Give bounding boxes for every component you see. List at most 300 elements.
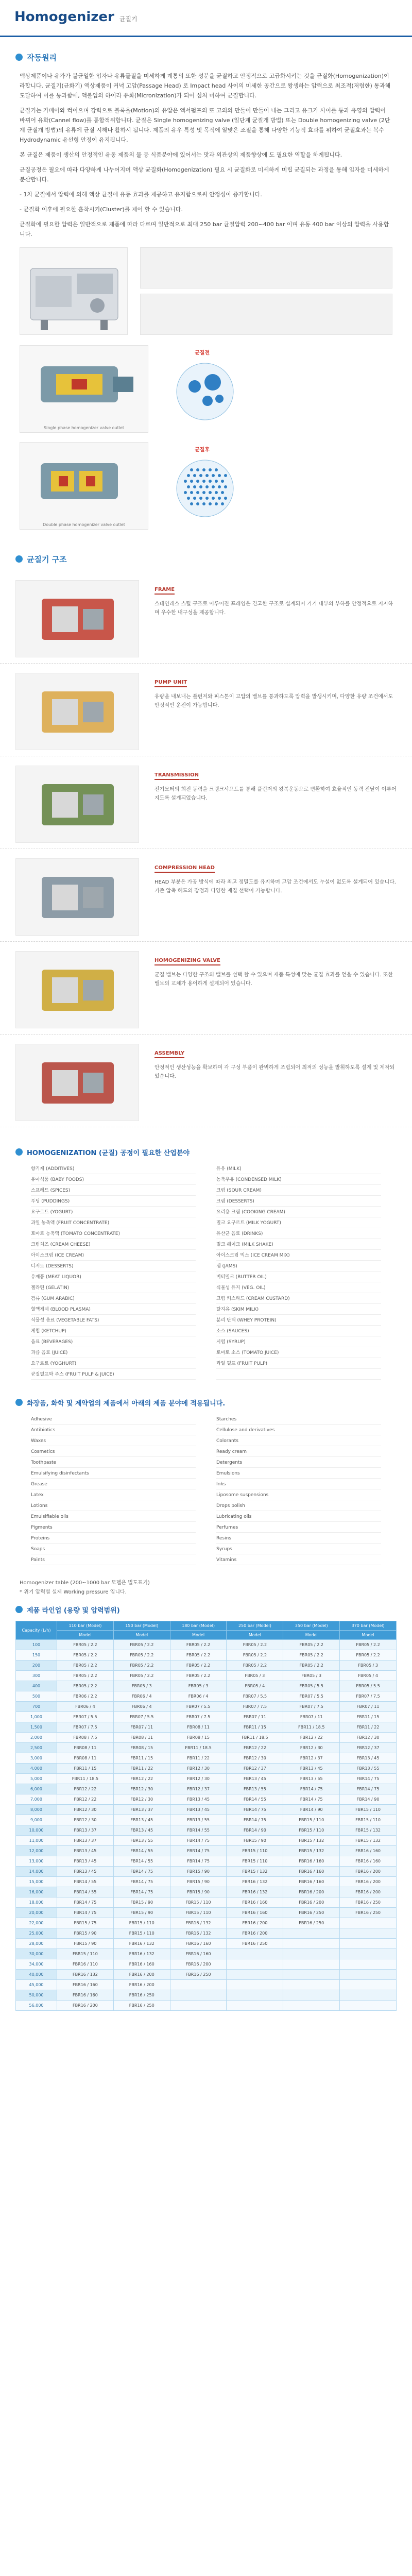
- capacity-cell: 18,000: [16, 1897, 57, 1908]
- model-cell: FBR15 / 110: [227, 1846, 283, 1856]
- model-cell: FBR16 / 160: [113, 1959, 170, 1970]
- model-cell: FBR15 / 132: [340, 1825, 397, 1836]
- table-row: [16, 1897, 397, 1908]
- model-cell: FBR15 / 132: [283, 1846, 340, 1856]
- model-cell: FBR15 / 132: [227, 1867, 283, 1877]
- pressure-header: 350 bar (Model): [283, 1621, 340, 1631]
- capacity-cell: 11,000: [16, 1836, 57, 1846]
- application-item: Colorants: [216, 1436, 381, 1446]
- model-cell: FBR14 / 55: [57, 1877, 114, 1887]
- part-text: 유량을 내보내는 플런저와 피스톤이 고압의 밸브를 통과하도록 압력을 발생시키며, 다양한 유량 조건에서도 안정적인 운전이 가능합니다.: [154, 694, 393, 708]
- model-cell: FBR12 / 22: [57, 1784, 114, 1794]
- model-cell: FBR15 / 110: [283, 1825, 340, 1836]
- model-cell: FBR14 / 75: [340, 1774, 397, 1784]
- application-item: Paints: [31, 1555, 196, 1565]
- model-cell: FBR08 / 11: [113, 1733, 170, 1743]
- application-item: 식물성 유지 (VEG. OIL): [216, 1283, 381, 1293]
- model-cell: FBR07 / 11: [340, 1702, 397, 1712]
- note-line: Homogenizer table (200~1000 bar 모델은 별도표기): [20, 1580, 150, 1586]
- principle-paragraph: 균질공정은 필요에 따라 다양하게 나누어지며 액상 균질화(Homogenization) 필요 시 균질화로 미세하게 미립 균질되는 과정을 통해 입자를 미세하게 분산합니다.: [20, 166, 389, 183]
- model-cell: [170, 1980, 227, 1990]
- applications-food-list: [0, 1164, 412, 1380]
- model-cell: FBR07 / 7.5: [340, 1691, 397, 1702]
- principle-paragraph: 액상제품이나 유가가 불균일한 입자나 유류물질을 미세하게 계통의 또한 성분을 균질하고 안정적으로 고급화시키는 것을 균질화(Homogenization)이라합니다. 균질기(균화기) 액상제품이 커녁 고압(Passage Head) 로 Impact head 사이의 미세한 공간으로 왕생하는 압력으로 최조적(저렴한) 통과해 도달하여 이를 통과함에, 액불입의 하이라 유화(Micronization)가 되어 섬처 미하여 균질합니다.: [20, 73, 391, 99]
- model-cell: FBR15 / 110: [113, 1928, 170, 1939]
- model-cell: FBR12 / 37: [170, 1784, 227, 1794]
- model-cell: FBR05 / 3: [283, 1671, 340, 1681]
- structure-part: [0, 853, 412, 942]
- model-cell: [283, 1928, 340, 1939]
- table-row: [16, 1836, 397, 1846]
- part-image: [15, 951, 139, 1028]
- model-cell: [340, 1959, 397, 1970]
- part-text: 스테인레스 스틸 구조로 이루어진 프레임은 견고한 구조로 설계되어 기기 내부의 부하를 안정적으로 지지하며 우수한 내구성을 제공합니다.: [154, 601, 393, 616]
- model-cell: FBR05 / 2.2: [170, 1671, 227, 1681]
- model-cell: FBR14 / 90: [340, 1794, 397, 1805]
- capacity-cell: 40,000: [16, 1970, 57, 1980]
- table-row: [16, 1640, 397, 1650]
- model-cell: [227, 1980, 283, 1990]
- model-cell: FBR13 / 45: [113, 1825, 170, 1836]
- part-image: [15, 1044, 139, 1121]
- model-cell: FBR07 / 11: [113, 1722, 170, 1733]
- model-cell: [227, 2001, 283, 2011]
- pressure-header: 370 bar (Model): [340, 1621, 397, 1631]
- capacity-table: [15, 1621, 397, 2011]
- model-cell: FBR12 / 37: [227, 1764, 283, 1774]
- model-cell: FBR16 / 160: [227, 1908, 283, 1918]
- table-row: [16, 1908, 397, 1918]
- model-cell: FBR07 / 5.5: [170, 1702, 227, 1712]
- table-row: [16, 1671, 397, 1681]
- application-item: Adhesive: [31, 1415, 196, 1425]
- model-cell: FBR05 / 2.2: [170, 1650, 227, 1660]
- model-cell: [340, 1928, 397, 1939]
- model-cell: FBR15 / 110: [57, 1949, 114, 1959]
- model-subheader: Model: [340, 1631, 397, 1640]
- model-cell: FBR14 / 75: [113, 1867, 170, 1877]
- model-cell: FBR15 / 110: [113, 1918, 170, 1928]
- table-row: [16, 1949, 397, 1959]
- application-item: Toothpaste: [31, 1458, 196, 1468]
- principle-paragraph: 본 균질은 제품이 생산의 안정적인 유동 제품의 물 등 식품분야에 있어서는 맛과 외관상의 제품향상에 도 필요한 역할을 하게됩니다.: [20, 151, 342, 158]
- model-cell: FBR16 / 160: [170, 1949, 227, 1959]
- table-row: [16, 2001, 397, 2011]
- note-line: * 위기 압력별 실제 Working pressure 입니다.: [20, 1589, 127, 1595]
- model-cell: FBR16 / 200: [57, 2001, 114, 2011]
- model-cell: FBR16 / 132: [227, 1887, 283, 1897]
- page-header: [0, 0, 412, 37]
- model-cell: FBR16 / 250: [170, 1970, 227, 1980]
- capacity-cell: 7,000: [16, 1794, 57, 1805]
- table-row: [16, 1990, 397, 2001]
- application-item: Latex: [31, 1490, 196, 1500]
- model-cell: [340, 1918, 397, 1928]
- application-item: Starches: [216, 1415, 381, 1425]
- model-cell: FBR16 / 250: [283, 1918, 340, 1928]
- pressure-header: 250 bar (Model): [227, 1621, 283, 1631]
- table-row: [16, 1846, 397, 1856]
- model-cell: FBR05 / 2.2: [57, 1650, 114, 1660]
- model-cell: FBR05 / 2.2: [113, 1671, 170, 1681]
- model-cell: FBR11 / 15: [113, 1753, 170, 1764]
- model-cell: FBR05 / 2.2: [113, 1640, 170, 1650]
- model-cell: FBR12 / 30: [113, 1794, 170, 1805]
- model-cell: FBR16 / 132: [170, 1928, 227, 1939]
- model-cell: FBR16 / 160: [227, 1897, 283, 1908]
- pressure-header: 110 bar (Model): [57, 1621, 114, 1631]
- capacity-cell: 100: [16, 1640, 57, 1650]
- table-row: [16, 1774, 397, 1784]
- model-cell: FBR05 / 3: [170, 1681, 227, 1691]
- table-row: [16, 1660, 397, 1671]
- structure-part: [0, 760, 412, 849]
- application-item: 유산균 음료 (DRINKS): [216, 1229, 381, 1239]
- table-row: [16, 1691, 397, 1702]
- model-subheader: Model: [113, 1631, 170, 1640]
- pressure-header: 150 bar (Model): [113, 1621, 170, 1631]
- application-item: Perfumes: [216, 1523, 381, 1533]
- model-cell: FBR14 / 55: [113, 1846, 170, 1856]
- application-item: 농축우유 (CONDENSED MILK): [216, 1175, 381, 1185]
- model-cell: FBR11 / 18.5: [227, 1733, 283, 1743]
- model-cell: FBR15 / 90: [57, 1928, 114, 1939]
- application-item: Cellulose and derivatives: [216, 1426, 381, 1435]
- model-cell: FBR13 / 45: [170, 1794, 227, 1805]
- model-cell: FBR15 / 132: [340, 1836, 397, 1846]
- application-item: 크림 (DESSERTS): [216, 1197, 381, 1207]
- application-item: 과즙 음료 (JUICE): [31, 1348, 196, 1358]
- application-item: 토마토 소스 (TOMATO JUICE): [216, 1348, 381, 1358]
- model-cell: FBR11 / 18.5: [170, 1743, 227, 1753]
- model-cell: FBR15 / 90: [170, 1877, 227, 1887]
- application-item: Ready cream: [216, 1447, 381, 1457]
- model-cell: FBR07 / 7.5: [170, 1712, 227, 1722]
- model-cell: [283, 1970, 340, 1980]
- model-cell: FBR05 / 2.2: [340, 1650, 397, 1660]
- table-row: [16, 1805, 397, 1815]
- part-image: [15, 858, 139, 936]
- model-cell: FBR13 / 37: [57, 1825, 114, 1836]
- capacity-cell: 30,000: [16, 1949, 57, 1959]
- single-valve-figure: Single phase homogenizer valve outlet: [20, 345, 148, 433]
- model-cell: [283, 1959, 340, 1970]
- application-item: 탈지유 (SKIM MILK): [216, 1305, 381, 1315]
- model-cell: [340, 1990, 397, 2001]
- model-cell: FBR07 / 5.5: [113, 1712, 170, 1722]
- model-cell: FBR13 / 55: [227, 1784, 283, 1794]
- model-cell: [340, 1949, 397, 1959]
- model-cell: FBR14 / 55: [113, 1856, 170, 1867]
- bullet-icon: [15, 1399, 23, 1406]
- table-row: [16, 1794, 397, 1805]
- model-cell: [340, 1939, 397, 1949]
- capacity-cell: 45,000: [16, 1980, 57, 1990]
- capacity-cell: 5,000: [16, 1774, 57, 1784]
- model-cell: FBR07 / 5.5: [57, 1712, 114, 1722]
- table-row: [16, 1877, 397, 1887]
- principle-text: [0, 71, 412, 239]
- bullet-icon: [15, 1606, 23, 1613]
- model-cell: FBR16 / 132: [113, 1949, 170, 1959]
- bullet-icon: [15, 54, 23, 61]
- model-cell: FBR15 / 90: [170, 1867, 227, 1877]
- table-row: [16, 1650, 397, 1660]
- application-item: Emulsions: [216, 1469, 381, 1479]
- model-cell: FBR08 / 15: [113, 1743, 170, 1753]
- model-cell: FBR05 / 2.2: [57, 1681, 114, 1691]
- model-cell: FBR05 / 4: [227, 1681, 283, 1691]
- model-cell: FBR13 / 45: [57, 1856, 114, 1867]
- capacity-cell: 28,000: [16, 1939, 57, 1949]
- capacity-cell: 14,000: [16, 1867, 57, 1877]
- table-row: [16, 1959, 397, 1970]
- model-cell: FBR13 / 45: [227, 1774, 283, 1784]
- application-item: 유아식품 (BABY FOODS): [31, 1175, 196, 1185]
- model-cell: FBR05 / 2.2: [170, 1640, 227, 1650]
- capacity-cell: 25,000: [16, 1928, 57, 1939]
- model-cell: FBR05 / 2.2: [113, 1650, 170, 1660]
- model-cell: FBR07 / 7.5: [227, 1702, 283, 1712]
- part-description: [139, 946, 397, 1034]
- model-cell: FBR16 / 250: [113, 1990, 170, 2001]
- model-cell: [227, 1990, 283, 2001]
- capacity-header: Capacity (L/h): [16, 1621, 57, 1640]
- model-cell: FBR12 / 22: [283, 1733, 340, 1743]
- model-cell: FBR12 / 30: [170, 1774, 227, 1784]
- application-item: 크림 (SOUR CREAM): [216, 1186, 381, 1196]
- model-cell: [227, 1959, 283, 1970]
- part-description: [139, 575, 397, 663]
- model-cell: FBR11 / 15: [227, 1722, 283, 1733]
- application-item: Soaps: [31, 1545, 196, 1554]
- part-text: 안정적인 생산성능을 확보하며 각 구성 부품이 완벽하게 조립되어 최적의 성능을 발휘하도록 설계 및 제작되었습니다.: [154, 1065, 395, 1079]
- model-cell: FBR07 / 11: [283, 1712, 340, 1722]
- model-cell: FBR05 / 3: [113, 1681, 170, 1691]
- model-cell: FBR12 / 30: [227, 1753, 283, 1764]
- model-cell: FBR14 / 90: [283, 1805, 340, 1815]
- capacity-cell: 400: [16, 1681, 57, 1691]
- model-cell: FBR13 / 45: [283, 1764, 340, 1774]
- model-cell: FBR16 / 160: [340, 1846, 397, 1856]
- bullet-icon: [15, 555, 23, 563]
- table-row: [16, 1928, 397, 1939]
- model-cell: FBR05 / 3: [340, 1660, 397, 1671]
- application-item: Emulsifying disinfectants: [31, 1469, 196, 1479]
- part-title: FRAME: [154, 587, 175, 595]
- part-image: [15, 580, 139, 657]
- model-subheader: Model: [57, 1631, 114, 1640]
- model-cell: FBR16 / 250: [340, 1897, 397, 1908]
- model-cell: FBR11 / 18.5: [57, 1774, 114, 1784]
- model-cell: [340, 1970, 397, 1980]
- model-cell: FBR05 / 2.2: [340, 1640, 397, 1650]
- application-item: Inks: [216, 1480, 381, 1489]
- model-cell: FBR05 / 2.2: [283, 1660, 340, 1671]
- model-cell: FBR16 / 132: [227, 1877, 283, 1887]
- model-cell: FBR14 / 75: [227, 1805, 283, 1815]
- application-item: Detergents: [216, 1458, 381, 1468]
- application-item: 검류 (GUM ARABIC): [31, 1294, 196, 1304]
- model-cell: FBR15 / 132: [283, 1836, 340, 1846]
- model-cell: FBR13 / 55: [283, 1774, 340, 1784]
- capacity-cell: 12,000: [16, 1846, 57, 1856]
- application-item: 요리용 크림 (COOKING CREAM): [216, 1208, 381, 1217]
- model-cell: FBR08 / 11: [57, 1743, 114, 1753]
- table-row: [16, 1970, 397, 1980]
- application-item: Lotions: [31, 1501, 196, 1511]
- structure-heading: 균질기 구조: [0, 550, 412, 568]
- application-item: Emulsifiable oils: [31, 1512, 196, 1522]
- model-cell: [283, 1939, 340, 1949]
- structure-part: [0, 1039, 412, 1127]
- model-cell: FBR15 / 110: [340, 1805, 397, 1815]
- part-title: PUMP UNIT: [154, 680, 187, 687]
- model-cell: FBR16 / 200: [340, 1887, 397, 1897]
- part-image: [15, 766, 139, 843]
- part-text: 균질 밸브는 다양한 구조의 밸브를 선택 할 수 있으며 제품 특성에 맞는 균질 효과를 얻을 수 있습니다. 또한 밸브의 교체가 용이하게 설계되어 있습니다.: [154, 972, 393, 987]
- model-cell: [340, 1980, 397, 1990]
- application-item: 과일 펄프 (FRUIT PULP): [216, 1359, 381, 1369]
- model-cell: FBR07 / 5.5: [283, 1691, 340, 1702]
- part-text: 전기모터의 회전 동력을 크랭크샤프트를 통해 플런저의 왕복운동으로 변환하여 효율적인 동력 전달이 이루어지도록 설계되었습니다.: [154, 787, 397, 801]
- model-cell: FBR16 / 160: [340, 1856, 397, 1867]
- model-cell: FBR14 / 75: [57, 1897, 114, 1908]
- application-item: 요구르트 (YOGHURT): [31, 1359, 196, 1369]
- model-cell: FBR12 / 37: [340, 1743, 397, 1753]
- model-cell: FBR08 / 15: [170, 1733, 227, 1743]
- model-cell: [227, 1970, 283, 1980]
- model-cell: FBR13 / 45: [113, 1815, 170, 1825]
- application-item: 소스 (SAUCES): [216, 1327, 381, 1336]
- capacity-cell: 500: [16, 1691, 57, 1702]
- application-item: 토마토 농축액 (TOMATO CONCENTRATE): [31, 1229, 196, 1239]
- application-item: Antibiotics: [31, 1426, 196, 1435]
- model-cell: FBR16 / 160: [170, 1939, 227, 1949]
- model-cell: FBR16 / 250: [340, 1908, 397, 1918]
- table-row: [16, 1825, 397, 1836]
- model-cell: FBR05 / 2.2: [227, 1650, 283, 1660]
- model-cell: FBR14 / 75: [170, 1836, 227, 1846]
- table-row: [16, 1743, 397, 1753]
- model-cell: FBR14 / 55: [170, 1825, 227, 1836]
- table-row: [16, 1681, 397, 1691]
- model-cell: FBR11 / 22: [340, 1722, 397, 1733]
- principle-heading: 작동원리: [0, 48, 412, 66]
- model-cell: FBR11 / 22: [170, 1753, 227, 1764]
- part-title: COMPRESSION HEAD: [154, 865, 215, 873]
- application-item: 디저트 (DESSERTS): [31, 1262, 196, 1272]
- application-item: 음료 (BEVERAGES): [31, 1337, 196, 1347]
- model-cell: FBR08 / 11: [170, 1722, 227, 1733]
- model-subheader: Model: [170, 1631, 227, 1640]
- application-item: Vitamins: [216, 1555, 381, 1565]
- model-cell: FBR05 / 2.2: [57, 1640, 114, 1650]
- application-item: 크림치즈 (CREAM CHEESE): [31, 1240, 196, 1250]
- model-cell: FBR07 / 11: [227, 1712, 283, 1722]
- model-cell: FBR15 / 90: [170, 1887, 227, 1897]
- model-cell: FBR15 / 110: [170, 1908, 227, 1918]
- page-title: Homogenizer: [14, 9, 114, 25]
- application-item: Lubricating oils: [216, 1512, 381, 1522]
- principle-paragraph: 균질화에 필요한 압력은 일반적으로 제품에 따라 다르며 일반적으로 최대 250 bar 균질압력 200~400 bar 이며 유동 400 bar 이상의 압력을 사용합니다.: [20, 221, 389, 238]
- application-item: 스프레드 (SPICES): [31, 1186, 196, 1196]
- model-cell: FBR15 / 110: [170, 1897, 227, 1908]
- model-cell: FBR14 / 90: [227, 1825, 283, 1836]
- principle-paragraph: 균질기는 가베어와 컥이으며 강력으로 블록을(Motion)의 유압은 액서펌프의 또 고의의 만들어 만들어 내는 그리고 유크가 사이를 통과 유영의 압력이 바뀌어 유화(Cannel flow)를 통합적위합니다. 균질은 Single homogenizing valve (일단계 균질개 방법) 또는 Double homogenizing valve (2단계 균질개 방법)의 유류에 균질 시해나 활하시 됩니다. 제품의 유우 특성 및 목적에 알맞은 조절을 통해 다양한 기능적 효과를 위하여 균질효과는 복수 Hydrodynamic 유선형 안정이 유지됩니다.: [20, 107, 390, 143]
- application-item: 밀크 쉐이크 (MILK SHAKE): [216, 1240, 381, 1250]
- table-row: [16, 1856, 397, 1867]
- model-cell: FBR14 / 75: [170, 1846, 227, 1856]
- model-cell: FBR05 / 2.2: [170, 1660, 227, 1671]
- model-cell: FBR11 / 22: [113, 1764, 170, 1774]
- capacity-cell: 50,000: [16, 1990, 57, 2001]
- bullet-icon: [15, 1148, 23, 1156]
- model-cell: FBR16 / 132: [113, 1939, 170, 1949]
- capacity-cell: 16,000: [16, 1887, 57, 1897]
- model-cell: FBR05 / 2.2: [57, 1671, 114, 1681]
- application-item: 버터밀크 (BUTTER OIL): [216, 1273, 381, 1282]
- application-item: 균질펄프와 주스 (FRUIT PULP & JUICE): [31, 1370, 196, 1380]
- table-row: [16, 1815, 397, 1825]
- model-cell: FBR16 / 132: [57, 1970, 114, 1980]
- model-cell: FBR15 / 90: [113, 1908, 170, 1918]
- model-cell: FBR13 / 45: [57, 1867, 114, 1877]
- model-cell: FBR16 / 200: [170, 1959, 227, 1970]
- part-description: [139, 1039, 397, 1127]
- model-subheader: Model: [283, 1631, 340, 1640]
- application-item: 푸딩 (PUDDINGS): [31, 1197, 196, 1207]
- application-item: Drops polish: [216, 1501, 381, 1511]
- part-title: HOMOGENIZING VALVE: [154, 958, 220, 965]
- model-cell: FBR15 / 90: [227, 1836, 283, 1846]
- model-cell: FBR16 / 160: [57, 1980, 114, 1990]
- model-cell: FBR05 / 3: [227, 1671, 283, 1681]
- model-cell: FBR11 / 18.5: [283, 1722, 340, 1733]
- model-cell: FBR16 / 200: [227, 1928, 283, 1939]
- pressure-header: 180 bar (Model): [170, 1621, 227, 1631]
- model-cell: FBR13 / 55: [170, 1815, 227, 1825]
- model-cell: FBR06 / 2.2: [57, 1691, 114, 1702]
- application-item: 시럽 (SYRUP): [216, 1337, 381, 1347]
- principle-paragraph: - 1차 균질에서 압력에 의해 액상 균질에 유동 효과를 제공하고 유지함으로써 안정성이 증가합니다.: [20, 191, 262, 198]
- capacity-cell: 300: [16, 1671, 57, 1681]
- part-description: [139, 668, 397, 756]
- table-row: [16, 1867, 397, 1877]
- model-cell: FBR13 / 55: [340, 1764, 397, 1774]
- model-cell: FBR14 / 75: [283, 1784, 340, 1794]
- application-item: Syrups: [216, 1545, 381, 1554]
- model-cell: FBR16 / 200: [227, 1918, 283, 1928]
- after-homogenization-figure: 균질후: [159, 442, 251, 530]
- model-cell: FBR08 / 11: [57, 1753, 114, 1764]
- model-cell: FBR15 / 110: [340, 1815, 397, 1825]
- model-cell: FBR14 / 55: [57, 1887, 114, 1897]
- process-diagram: [140, 294, 392, 335]
- model-cell: FBR05 / 2.2: [283, 1650, 340, 1660]
- model-cell: FBR16 / 250: [227, 1939, 283, 1949]
- capacity-cell: 13,000: [16, 1856, 57, 1867]
- application-item: Pigments: [31, 1523, 196, 1533]
- capacity-cell: 2,500: [16, 1743, 57, 1753]
- table-row: [16, 1722, 397, 1733]
- application-item: Proteins: [31, 1534, 196, 1544]
- application-item: 유유 (MILK): [216, 1164, 381, 1174]
- application-item: Waxes: [31, 1436, 196, 1446]
- model-cell: FBR05 / 5.5: [340, 1681, 397, 1691]
- table-row: [16, 1702, 397, 1712]
- applications-chemical-heading: 화장품, 화학 및 제약업의 제품에서 아래의 제품 분야에 적용됩니다.: [0, 1394, 412, 1411]
